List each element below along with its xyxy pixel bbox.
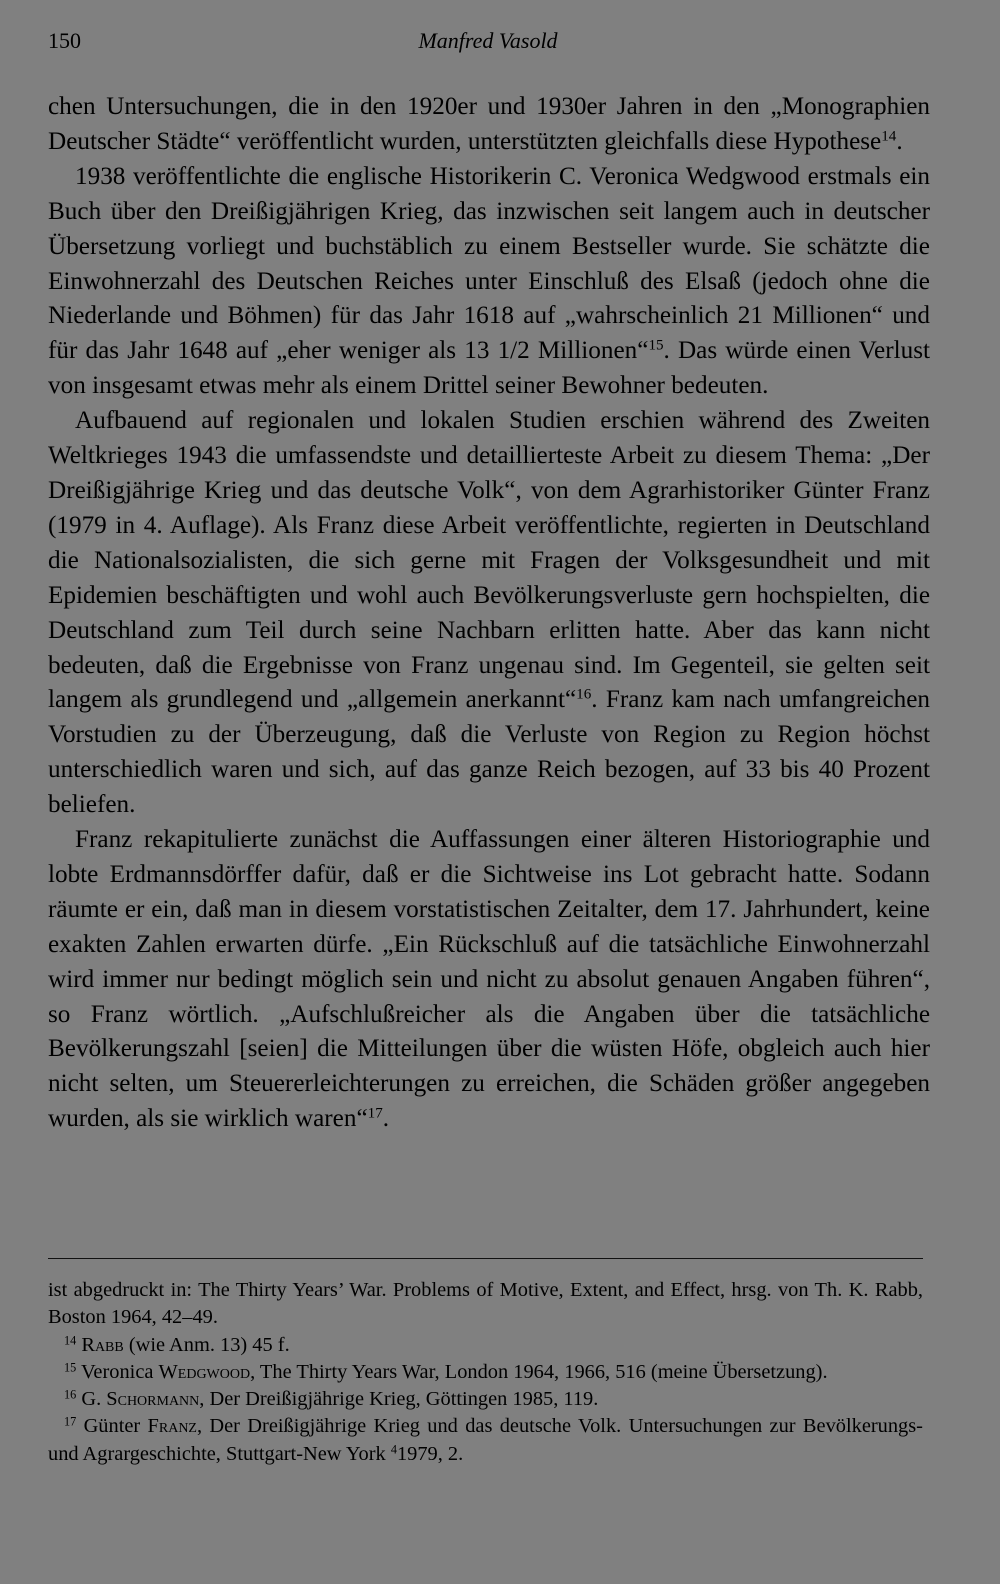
footnote-14 [48,1332,923,1359]
paragraph-2-text-a: 1938 veröffentlichte die englische Historikerin C. Veronica Wedgwood erstmals ein Buch über den Dreißigjährigen Krieg, das inzwischen seit langem auch in deutscher Übersetzung vorliegt und buchstäblich zu einem Bestseller wurde. Sie schätzte die Einwohnerzahl des Deutschen Reiches unter Einschluß des Elsaß (jedoch ohne die Niederlande und Böhmen) für das Jahr 1618 auf „wahrscheinlich 21 Millionen“ und für das Jahr 1648 auf „eher weniger als 13 1/2 Millionen“ [48,162,930,365]
footnote-14-text: (wie Anm. 13) 45 f. [123,1333,290,1356]
footnote-ref-16: 16 [576,687,592,704]
footnote-17-pre: Günter [83,1415,148,1438]
footnote-16 [48,1386,923,1413]
running-head: Manfred Vasold [418,28,558,53]
footnote-ref-17: 17 [367,1105,383,1122]
footnote-14-author: Rabb [81,1333,124,1356]
footnotes [48,1277,923,1468]
footnote-17-author: Franz [147,1415,197,1438]
paragraph-4-tail: . [382,1105,390,1133]
page-header [48,28,928,64]
footnote-15 [48,1359,923,1386]
footnote-16-text: , Der Dreißigjährige Krieg, Göttingen 1985, 119. [199,1388,599,1411]
footnote-16-pre: G. [81,1388,107,1411]
paragraph-2 [48,160,930,404]
paragraph-4 [48,823,930,1137]
footnote-17-mark: 17 [64,1414,77,1429]
footnote-continuation: ist abgedruckt in: The Thirty Years’ War. Problems of Motive, Extent, and Effect, hrsg. von Th. K. Rabb, Boston 1964, 42–49. [48,1279,923,1329]
footnote-17-text-a: , Der Dreißigjährige Krieg und das deutsche Volk. Untersuchungen zur Bevölkerungs- und Agrargeschichte, Stuttgart-New York [48,1415,923,1465]
footnote-14-mark: 14 [64,1332,77,1347]
paragraph-4-text: Franz rekapitulierte zunächst die Auffassungen einer älteren Historiographie und lobte Erdmannsdörffer dafür, daß er die Sichtweise ins Lot gebracht hatte. Sodann räumte er ein, daß man in diesem vorstatistischen Zeitalter, dem 17. Jahrhundert, keine exakten Zahlen erwarten dürfe. „Ein Rückschluß auf die tatsächliche Einwohnerzahl wird immer nur bedingt möglich sein und nicht zu absolut genauen Angaben führen“, so Franz wörtlich. „Aufschlußreicher als die Angaben über die tatsächliche Bevölkerungszahl [seien] die Mitteilungen über die wüsten Höfe, obgleich auch hier nicht selten, um Steuererleichterungen zu erreichen, die Schäden größer angegeben wurden, als sie wirklich waren“ [48,826,930,1133]
paragraph-1-tail: . [896,127,903,155]
paragraph-1-text: chen Untersuchungen, die in den 1920er und 1930er Jahren in den „Monographien Deutscher Städte“ veröffentlicht wurden, unterstützten gleichfalls diese Hypothese [48,93,930,155]
paragraph-3-text-a: Aufbauend auf regionalen und lokalen Studien erschien während des Zweiten Weltkrieges 1943 die umfassendste und detaillierteste Arbeit zu diesem Thema: „Der Dreißigjährige Krieg und das deutsche Volk“, von dem Agrarhistoriker Günter Franz (1979 in 4. Auflage). Als Franz diese Arbeit veröffentlichte, regierten in Deutschland die Nationalsozialisten, die sich gerne mit Fragen der Volksgesundheit und mit Epidemien beschäftigten und wohl auch Bevölkerungsverluste gern hochspielten, die Deutschland zum Teil durch seine Nachbarn erlitten hatte. Aber das kann nicht bedeuten, daß die Ergebnisse von Franz ungenau sind. Im Gegenteil, sie gelten seit langem als grundlegend und „allgemein anerkannt“ [48,407,930,714]
footnote-rule [48,1258,923,1259]
paragraph-2-text-b: . Das würde einen Verlust von insgesamt etwas mehr als einem Drittel seiner Bewohner bedeuten. [48,337,930,400]
footnote-15-text: , The Thirty Years War, London 1964, 1966, 516 (meine Übersetzung). [250,1360,828,1383]
footnote-17-text-b: 1979, 2. [396,1442,464,1465]
footnote-16-author: Schormann [106,1388,200,1411]
footnote-17-edition: 4 [390,1442,397,1457]
footnote-ref-14: 14 [881,128,897,145]
page-number: 150 [48,28,81,53]
footnote-17 [48,1413,923,1468]
paragraph-1 [48,90,930,160]
footnote-15-pre: Veronica [80,1360,159,1383]
paragraph-3 [48,404,930,823]
footnote-15-author: Wedgwood [158,1360,251,1383]
body-text [48,90,930,1137]
paragraph-3-text-b: . Franz kam nach umfangreichen Vorstudien zu der Überzeugung, daß die Verluste von Region zu Region höchst unterschiedlich waren und sich, auf das ganze Reich bezogen, auf 33 bis 40 Prozent beliefen. [48,686,931,819]
footnote-ref-15: 15 [648,338,664,355]
footnote-16-mark: 16 [64,1387,77,1402]
footnote-15-mark: 15 [64,1360,77,1375]
